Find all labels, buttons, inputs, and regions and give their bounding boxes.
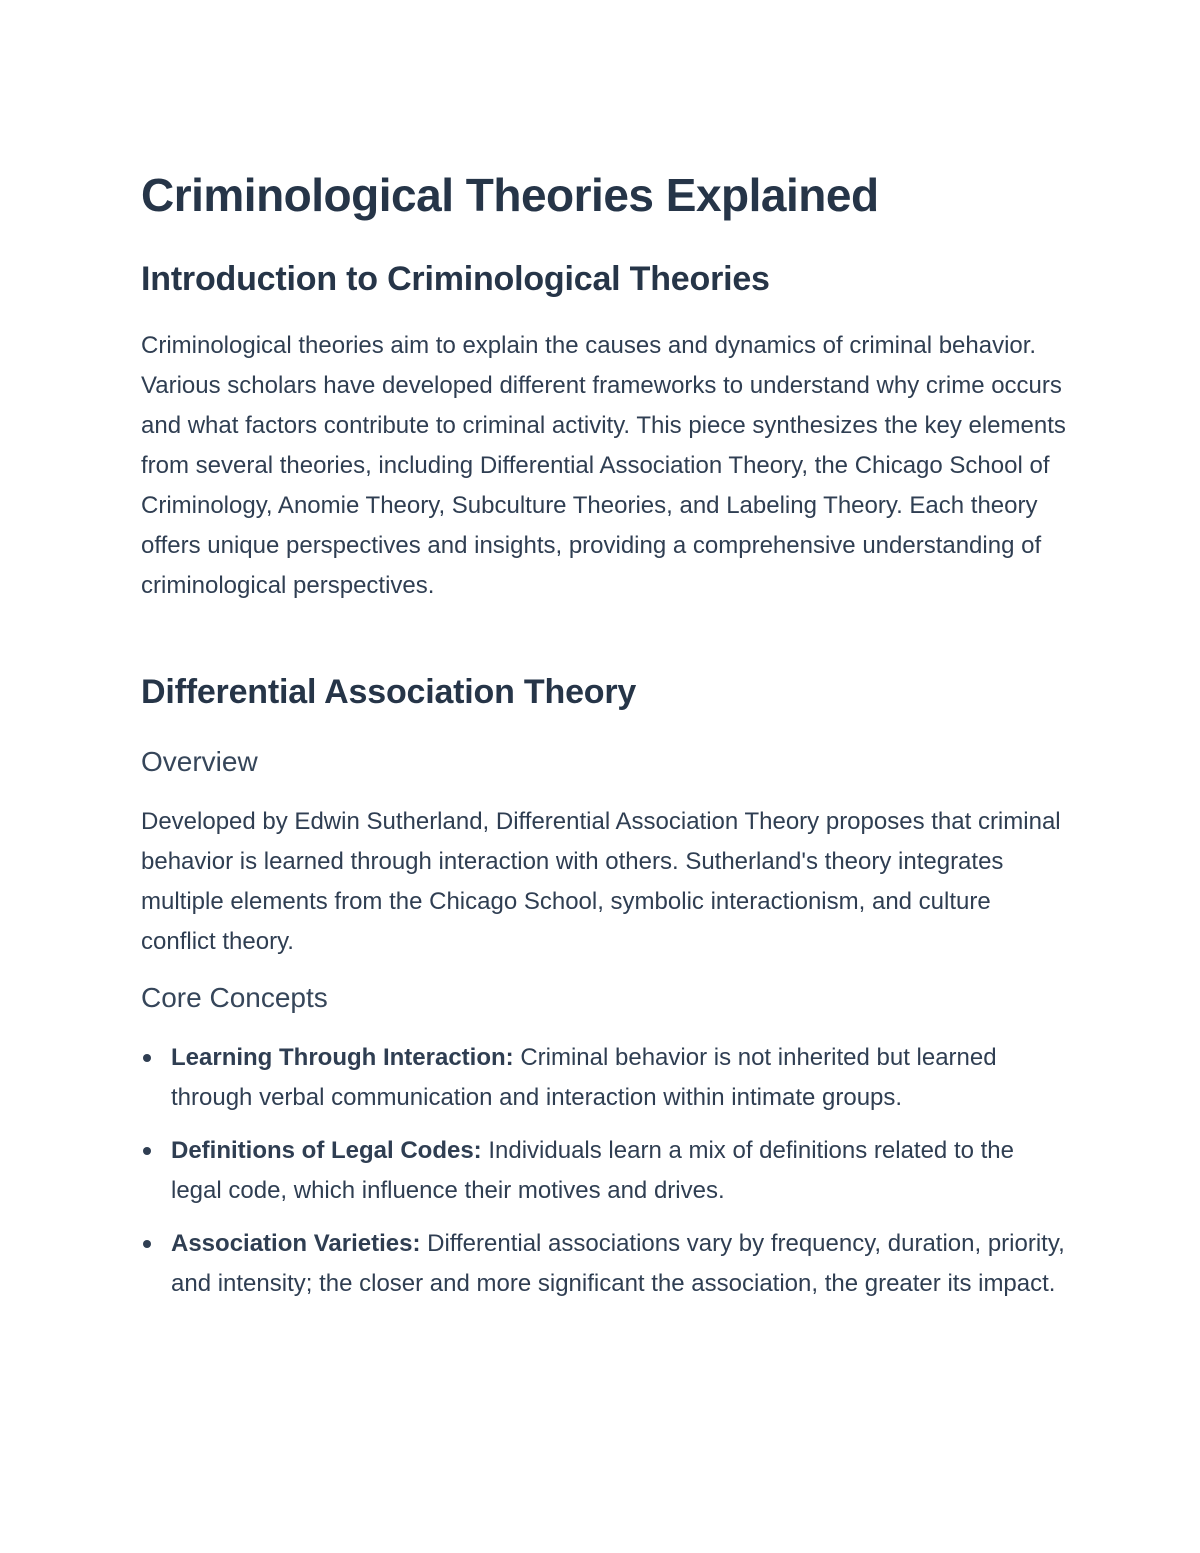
list-item-text: Individuals learn a mix of definitions related to the legal code, which influence their motives and drives. — [171, 1137, 1014, 1204]
list-item — [141, 1038, 1071, 1118]
list-item-term: Learning Through Interaction: — [171, 1044, 514, 1071]
bullet-icon — [143, 1240, 151, 1248]
introduction-paragraph: Criminological theories aim to explain the causes and dynamics of criminal behavior. Various scholars have developed different frameworks to understand why crime occurs and what factors contribute to criminal activity. This piece synthesizes the key elements from several theories, including Differential Association Theory, the Chicago School of Criminology, Anomie Theory, Subculture Theories, and Labeling Theory. Each theory offers unique perspectives and insights, providing a comprehensive understanding of criminological perspectives. — [141, 332, 1066, 599]
bullet-icon — [143, 1054, 151, 1062]
list-item-term: Definitions of Legal Codes: — [171, 1137, 482, 1164]
subheading-core-concepts: Core Concepts — [141, 982, 328, 1013]
list-item — [141, 1224, 1071, 1304]
list-item-text: Differential associations vary by frequency, duration, priority, and intensity; the closer and more significant the association, the greater its impact. — [171, 1230, 1065, 1297]
subheading-overview: Overview — [141, 746, 258, 777]
core-concepts-list — [141, 1038, 1071, 1304]
section-heading-introduction: Introduction to Criminological Theories — [141, 260, 770, 298]
list-item — [141, 1131, 1071, 1211]
document-title: Criminological Theories Explained — [141, 169, 879, 221]
bullet-icon — [143, 1147, 151, 1155]
list-item-term: Association Varieties: — [171, 1230, 421, 1257]
list-item-text: Criminal behavior is not inherited but learned through verbal communication and interaction within intimate groups. — [171, 1044, 997, 1111]
overview-paragraph: Developed by Edwin Sutherland, Differential Association Theory proposes that criminal behavior is learned through interaction with others. Sutherland's theory integrates multiple elements from the Chicago School, symbolic interactionism, and culture conflict theory. — [141, 808, 1061, 955]
section-heading-differential-association: Differential Association Theory — [141, 673, 637, 711]
